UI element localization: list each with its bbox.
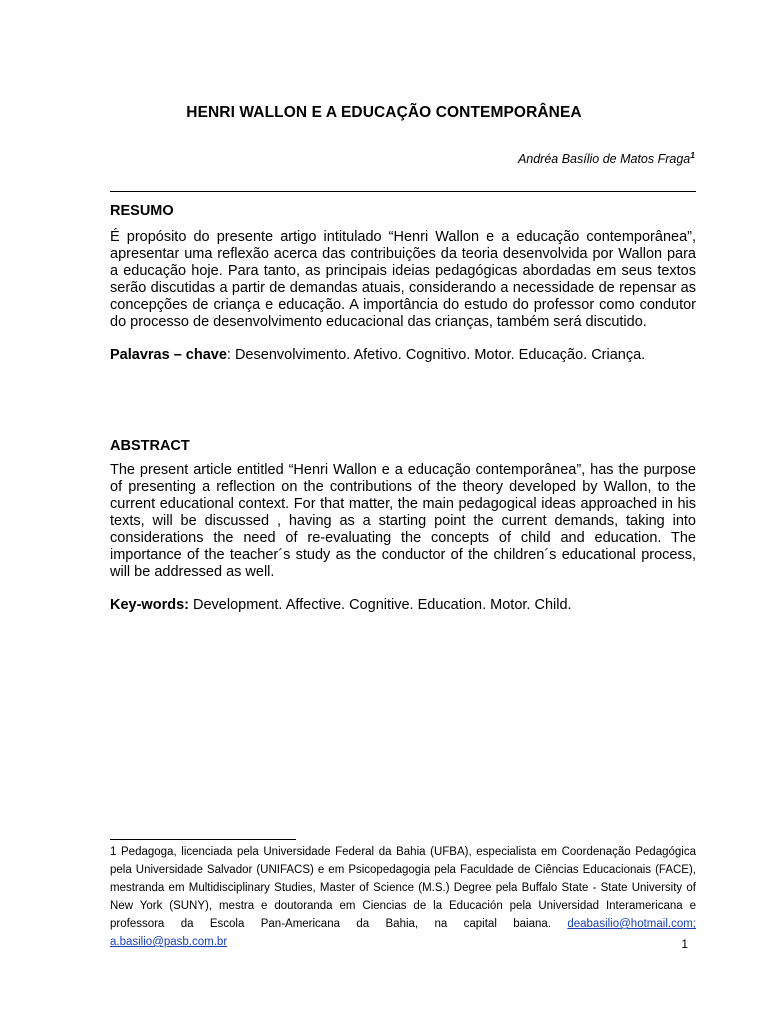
footnote-email-links[interactable]: deabasilio@hotmail.com; a.basilio@pasb.com.br bbox=[110, 918, 696, 948]
resumo-body: É propósito do presente artigo intitulado “Henri Wallon e a educação contemporânea”, apresentar uma reflexão acerca das contribuições da teoria desenvolvida por Wallon para a educação hoje. Para tanto, as principais ideias pedagógicas abordadas em seus textos serão discutidas a partir de demandas atuais, considerando a necessidade de repensar as concepções de criança e educação. A importância do estudo do professor como condutor do processo de desenvolvimento educacional das crianças, também será discutido. bbox=[110, 229, 696, 330]
header-divider bbox=[110, 191, 696, 192]
footnote-text: 1 Pedagoga, licenciada pela Universidade Federal da Bahia (UFBA), especialista em Coordenação Pedagógica pela Universidade Salvador (UNIFACS) e em Psicopedagogia pela Faculdade de Ciências Educacionais (FACE), mestranda em Multidisciplinary Studies, Master of Science (M.S.) Degree pela Buffalo State - State University of New York (SUNY), mestra e doutoranda em Ciencias de la Educación pela Universidad Interamericana e professora da Escola Pan-Americana da Bahia, na capital baiana. bbox=[110, 846, 696, 930]
resumo-heading: RESUMO bbox=[110, 203, 174, 219]
page-number: 1 bbox=[681, 937, 688, 951]
resumo-section bbox=[110, 203, 696, 364]
paper-title: HENRI WALLON E A EDUCAÇÃO CONTEMPORÂNEA bbox=[186, 104, 582, 121]
footnote bbox=[110, 843, 696, 951]
resumo-keywords-text: : Desenvolvimento. Afetivo. Cognitivo. Motor. Educação. Criança. bbox=[226, 347, 646, 363]
abstract-keywords bbox=[110, 597, 696, 614]
abstract-keywords-text: Development. Affective. Cognitive. Education. Motor. Child. bbox=[188, 597, 572, 613]
author-footnote-mark: 1 bbox=[690, 150, 695, 160]
abstract-body: The present article entitled “Henri Wallon e a educação contemporânea”, has the purpose of presenting a reflection on the contributions of the theory developed by Wallon, to the current educational context. For that matter, the main pedagogical ideas approached in his texts, will be discussed , having as a starting point the current demands, taking into considerations the need of re-evaluating the concepts of child and education. The importance of the teacher´s study as the conductor of the children´s educational process, will be addressed as well. bbox=[110, 462, 696, 580]
resumo-keywords-label: Palavras – chave bbox=[110, 347, 227, 363]
abstract-heading: ABSTRACT bbox=[110, 438, 190, 454]
author-line bbox=[518, 150, 695, 166]
resumo-keywords bbox=[110, 347, 696, 364]
abstract-section bbox=[110, 438, 696, 614]
author-name: Andréa Basílio de Matos Fraga bbox=[517, 152, 691, 167]
footnote-divider bbox=[110, 839, 296, 840]
abstract-keywords-label: Key-words: bbox=[110, 597, 189, 613]
